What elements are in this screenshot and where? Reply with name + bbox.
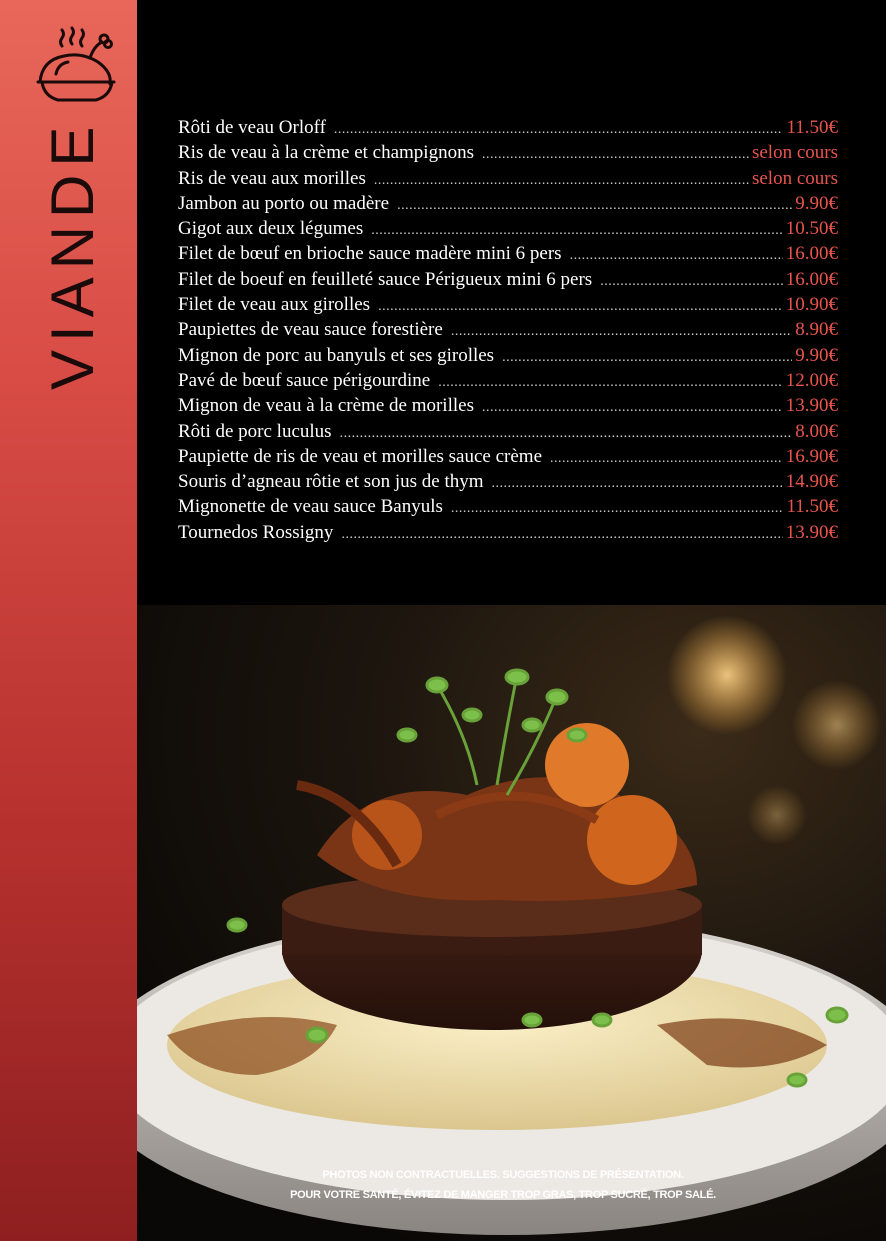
menu-item	[178, 115, 838, 140]
menu-item	[178, 469, 838, 494]
dot-leader	[570, 243, 783, 268]
dot-leader	[438, 370, 783, 395]
menu-item-name: Ris de veau aux morilles	[178, 167, 366, 189]
dot-leader	[502, 345, 792, 370]
menu-item-name: Souris d’agneau rôtie et son jus de thym	[178, 471, 484, 493]
dot-leader	[334, 117, 784, 142]
menu-item-name: Gigot aux deux légumes	[178, 218, 364, 240]
disclaimer-footer	[137, 1165, 869, 1205]
menu-item	[178, 343, 838, 368]
dot-leader	[451, 496, 784, 521]
menu-item-price: 16.00€	[785, 243, 838, 265]
menu-item-name: Filet de boeuf en feuilleté sauce Périgueux mini 6 pers	[178, 268, 593, 290]
menu-item-price: 9.90€	[795, 344, 838, 366]
menu-item-price: 9.90€	[795, 192, 838, 214]
dot-leader	[482, 142, 749, 167]
menu-item-price: 10.50€	[785, 218, 838, 240]
menu-item	[178, 494, 838, 519]
dot-leader	[550, 446, 783, 471]
menu-item-price: selon cours	[751, 167, 838, 189]
dot-leader	[397, 193, 792, 218]
menu-item-name: Pavé de bœuf sauce périgourdine	[178, 369, 431, 391]
menu-item-name: Mignon de porc au banyuls et ses girolles	[178, 344, 495, 366]
menu-item-price: selon cours	[751, 142, 838, 164]
section-sidebar	[0, 0, 137, 1241]
menu-item	[178, 368, 838, 393]
menu-item-name: Paupiettes de veau sauce forestière	[178, 319, 443, 341]
menu-item-name: Filet de veau aux girolles	[178, 294, 371, 316]
menu-item-name: Mignon de veau à la crème de morilles	[178, 395, 474, 417]
dot-leader	[374, 168, 749, 193]
menu-item-price: 8.90€	[795, 319, 838, 341]
disclaimer-line-1: PHOTOS NON CONTRACTUELLES. SUGGESTIONS DE PRÉSENTATION.	[322, 1169, 684, 1181]
menu-list	[178, 115, 838, 545]
menu-item-price: 11.50€	[786, 117, 838, 138]
menu-item-name: Jambon au porto ou madère	[178, 192, 390, 214]
menu-item-price: 8.00€	[795, 420, 838, 442]
dot-leader	[340, 421, 793, 446]
menu-item	[178, 520, 838, 545]
menu-item-price: 16.00€	[785, 268, 838, 290]
menu-item-name: Filet de bœuf en brioche sauce madère mini 6 pers	[178, 243, 562, 265]
menu-item-price: 16.90€	[785, 445, 838, 467]
menu-item-name: Tournedos Rossigny	[178, 521, 334, 543]
dot-leader	[600, 269, 783, 294]
section-title: VIANDE	[39, 118, 106, 390]
dot-leader	[341, 522, 782, 547]
menu-item-name: Ris de veau à la crème et champignons	[178, 142, 474, 164]
menu-item-price: 13.90€	[785, 395, 838, 417]
dot-leader	[371, 218, 783, 243]
disclaimer-line-2: POUR VOTRE SANTÉ, ÉVITEZ DE MANGER TROP GRAS, TROP SUCRÉ, TROP SALÉ.	[290, 1189, 716, 1201]
dot-leader	[451, 319, 792, 344]
dot-leader	[378, 294, 783, 319]
dot-leader	[482, 395, 783, 420]
menu-item-name: Paupiette de ris de veau et morilles sauce crème	[178, 445, 543, 467]
menu-item	[178, 419, 838, 444]
menu-item	[178, 216, 838, 241]
menu-item-price: 12.00€	[785, 369, 838, 391]
menu-item	[178, 140, 838, 165]
menu-item	[178, 166, 838, 191]
menu-item	[178, 292, 838, 317]
menu-item-price: 14.90€	[785, 471, 838, 493]
menu-item-price: 11.50€	[786, 496, 838, 518]
menu-item	[178, 444, 838, 469]
roast-chicken-icon	[34, 22, 118, 106]
dot-leader	[492, 471, 783, 496]
menu-item	[178, 241, 838, 266]
plated-beef-dish-image	[137, 605, 886, 1241]
menu-item-price: 13.90€	[785, 521, 838, 543]
menu-item	[178, 267, 838, 292]
menu-item	[178, 191, 838, 216]
menu-item-name: Mignonette de veau sauce Banyuls	[178, 496, 443, 518]
menu-item	[178, 317, 838, 342]
menu-item	[178, 393, 838, 418]
menu-item-name: Rôti de veau Orloff	[178, 117, 326, 138]
menu-item-price: 10.90€	[785, 294, 838, 316]
menu-item-name: Rôti de porc luculus	[178, 420, 332, 442]
